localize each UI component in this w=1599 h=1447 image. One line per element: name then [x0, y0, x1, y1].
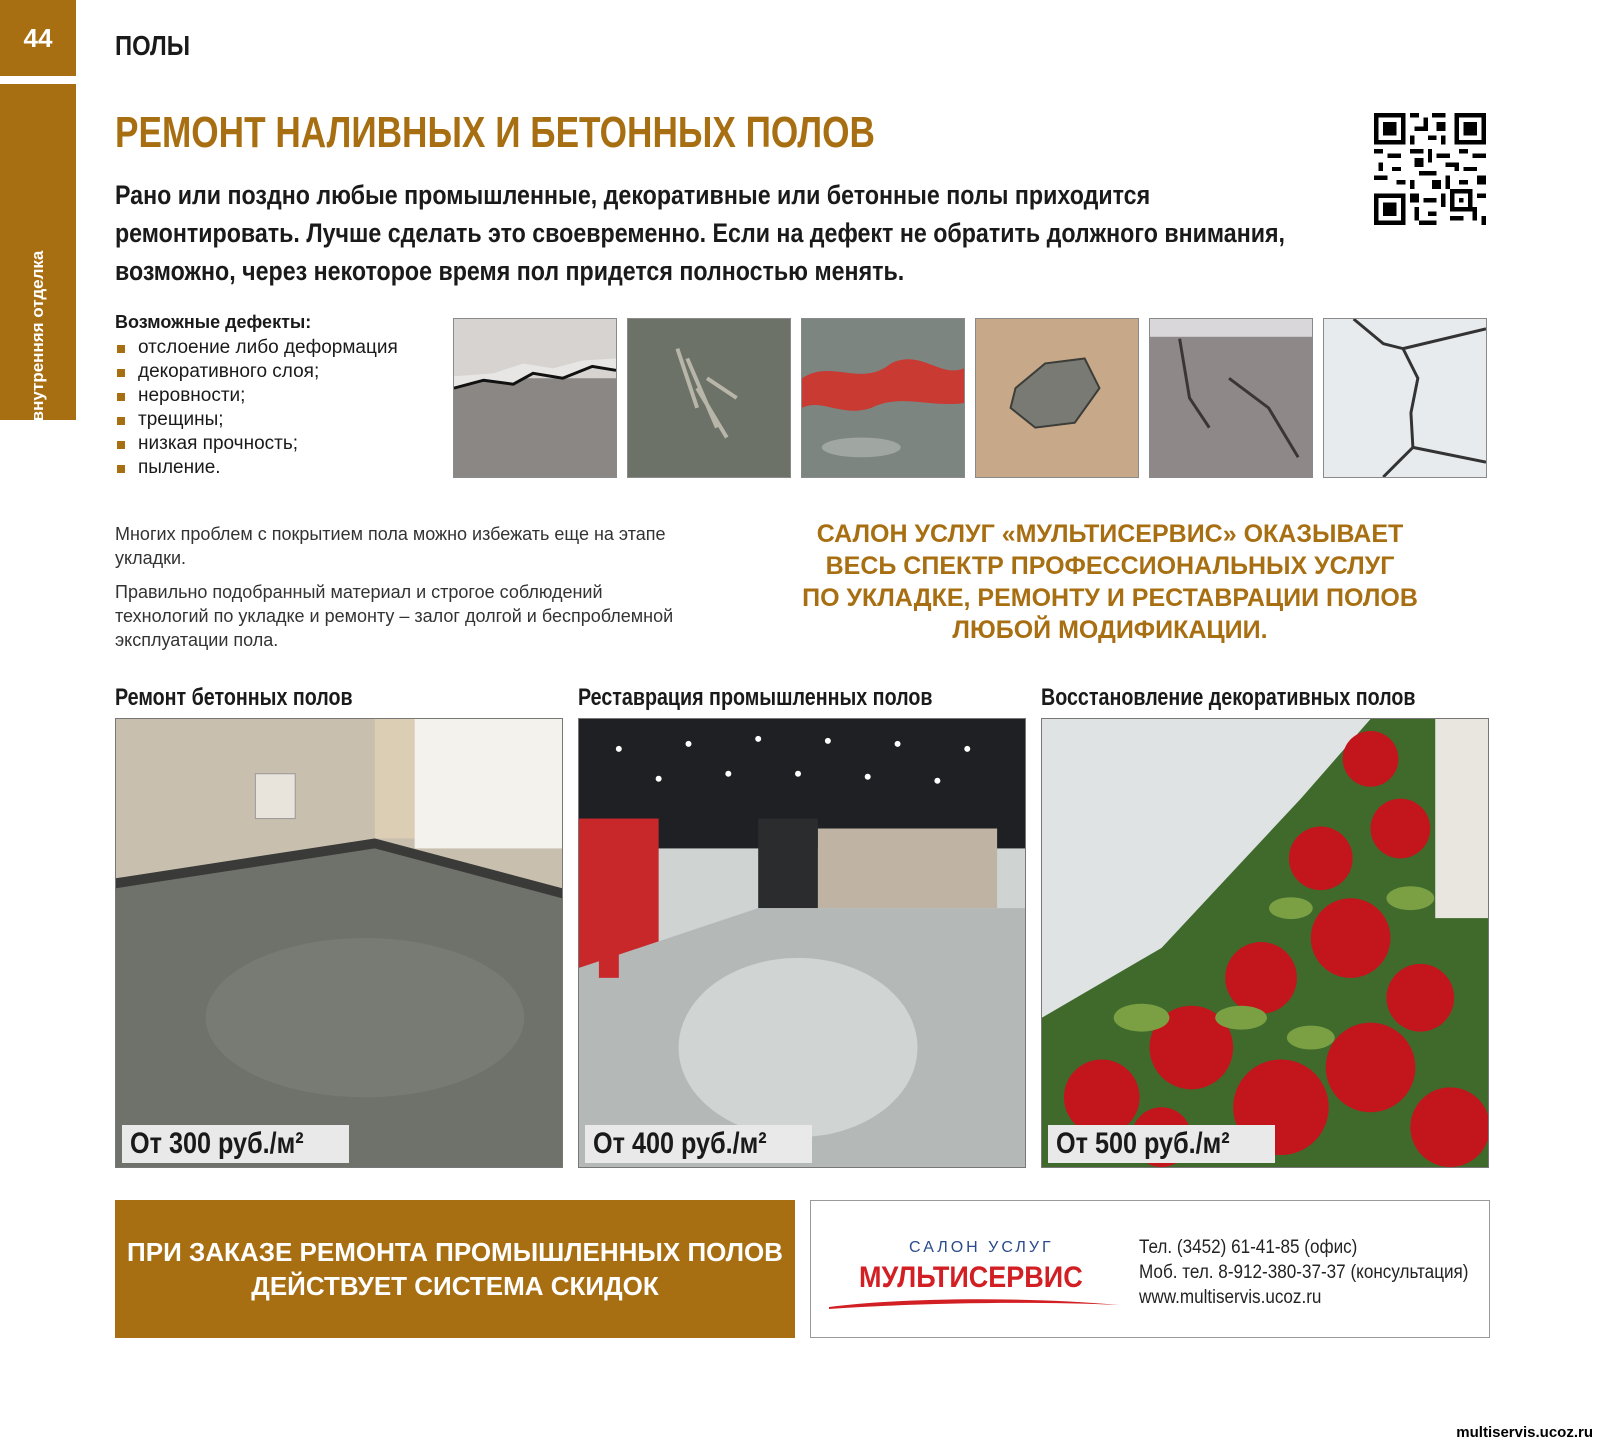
contact-phone: Тел. (3452) 61-41-85 (офис)	[1139, 1237, 1358, 1258]
side-tab-label: внутренняя отделка	[28, 250, 47, 422]
body-paragraph: Многих проблем с покрытием пола можно избежать еще на этапе укладки.	[115, 524, 666, 568]
defects-list	[115, 336, 398, 480]
section-title: ПОЛЫ	[115, 30, 191, 61]
list-item: неровности;	[115, 384, 398, 408]
service-title: Восстановление декоративных полов	[1041, 684, 1416, 711]
body-paragraph: Правильно подобранный материал и строгое соблюдений технологий по укладке и ремонту – залог долгой и беспроблемной эксплуатации пола.	[115, 582, 674, 650]
defect-photo-red-coating	[801, 318, 965, 478]
price-badge: От 300 руб./м²	[122, 1125, 349, 1163]
intro-line: Рано или поздно любые промышленные, декоративные или бетонные полы приходится	[115, 180, 1151, 210]
service-title: Ремонт бетонных полов	[115, 684, 353, 711]
qr-code	[1374, 113, 1486, 225]
defect-photo-pothole	[975, 318, 1139, 478]
intro-paragraph	[115, 176, 1388, 290]
intro-line: ремонтировать. Лучше сделать это своевременно. Если на дефект не обратить должного внимания,	[115, 218, 1286, 248]
price-badge: От 500 руб./м²	[1048, 1125, 1275, 1163]
defect-photo-peeling	[453, 318, 617, 478]
photo-industrial-floor	[578, 718, 1026, 1168]
list-item: трещины;	[115, 408, 398, 432]
intro-line: возможно, через некоторое время пол придется полностью менять.	[115, 256, 905, 286]
contact-details	[1139, 1235, 1468, 1310]
discount-banner	[115, 1200, 795, 1338]
list-item: декоративного слоя;	[115, 360, 398, 384]
price-badge: От 400 руб./м²	[585, 1125, 812, 1163]
contact-box	[810, 1200, 1490, 1338]
watermark: multiservis.ucoz.ru	[1456, 1424, 1593, 1441]
list-item: отслоение либо деформация	[115, 336, 398, 360]
defect-photo-scratches	[627, 318, 791, 478]
discount-line: ПРИ ЗАКАЗЕ РЕМОНТА ПРОМЫШЛЕННЫХ ПОЛОВ	[127, 1237, 783, 1267]
page-number: 44	[0, 0, 76, 76]
defect-photo-crack-white	[1323, 318, 1487, 478]
logo-swoosh-icon	[829, 1295, 1119, 1309]
promo-line: ПО УКЛАДКЕ, РЕМОНТУ И РЕСТАВРАЦИИ ПОЛОВ	[802, 584, 1418, 612]
photo-decorative-floor	[1041, 718, 1489, 1168]
promo-text	[740, 518, 1480, 646]
logo-name: МУЛЬТИСЕРВИС	[859, 1261, 1083, 1294]
list-item: пыление.	[115, 456, 398, 480]
photo-concrete-floor	[115, 718, 563, 1168]
contact-mobile: Моб. тел. 8-912-380-37-37 (консультация)	[1139, 1262, 1469, 1283]
contact-website[interactable]: www.multiservis.ucoz.ru	[1139, 1287, 1322, 1308]
logo-subtitle: САЛОН УСЛУГ	[909, 1239, 1054, 1256]
defect-photo-cracks-dark	[1149, 318, 1313, 478]
side-tab	[0, 84, 76, 420]
defects-title: Возможные дефекты:	[115, 312, 312, 332]
promo-line: САЛОН УСЛУГ «МУЛЬТИСЕРВИС» ОКАЗЫВАЕТ	[816, 520, 1404, 548]
promo-line: ЛЮБОЙ МОДИФИКАЦИИ.	[952, 616, 1268, 644]
service-title: Реставрация промышленных полов	[578, 684, 933, 711]
promo-line: ВЕСЬ СПЕКТР ПРОФЕССИОНАЛЬНЫХ УСЛУГ	[825, 552, 1395, 580]
list-item: низкая прочность;	[115, 432, 398, 456]
discount-line: ДЕЙСТВУЕТ СИСТЕМА СКИДОК	[251, 1271, 659, 1301]
page-title: РЕМОНТ НАЛИВНЫХ И БЕТОННЫХ ПОЛОВ	[115, 108, 875, 157]
body-text	[115, 522, 695, 662]
